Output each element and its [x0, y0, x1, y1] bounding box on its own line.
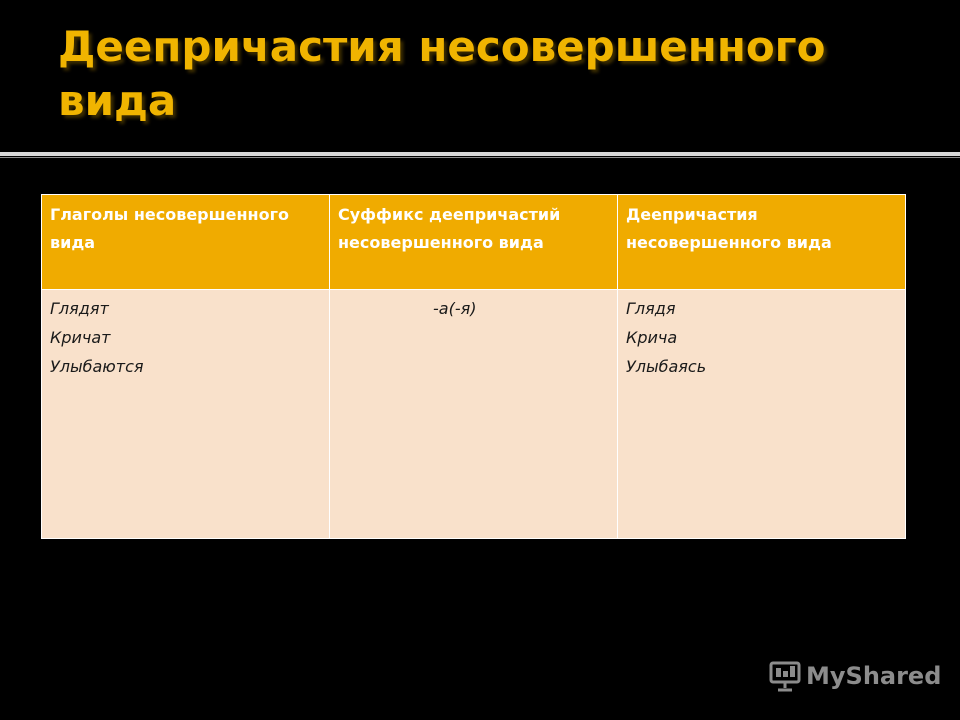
gerund-table	[41, 194, 906, 539]
cell-suffix	[330, 290, 618, 539]
presentation-icon	[768, 659, 802, 693]
watermark-text: MyShared	[806, 662, 942, 690]
cell-verbs	[42, 290, 330, 539]
gerund-item: Улыбаясь	[626, 357, 707, 376]
title-band	[0, 0, 960, 152]
suffix-item: -а(-я)	[433, 299, 477, 318]
header-verbs: Глаголы несовершенного вида	[42, 195, 330, 290]
verb-item: Кричат	[50, 328, 111, 347]
table-row	[42, 290, 906, 539]
gerund-item: Крича	[626, 328, 678, 347]
title-divider-shadow	[0, 157, 960, 158]
slide-title: Деепричастия несовершенного вида	[58, 22, 826, 125]
myshared-watermark	[768, 656, 941, 696]
gerund-item: Глядя	[626, 299, 676, 318]
cell-gerunds	[618, 290, 906, 539]
table-header-row	[42, 195, 906, 290]
verb-item: Глядят	[50, 299, 109, 318]
header-gerunds: Деепричастия несовершенного вида	[618, 195, 906, 290]
title-divider	[0, 152, 960, 156]
header-suffix: Суффикс деепричастий несовершенного вида	[330, 195, 618, 290]
verb-item: Улыбаются	[50, 357, 144, 376]
